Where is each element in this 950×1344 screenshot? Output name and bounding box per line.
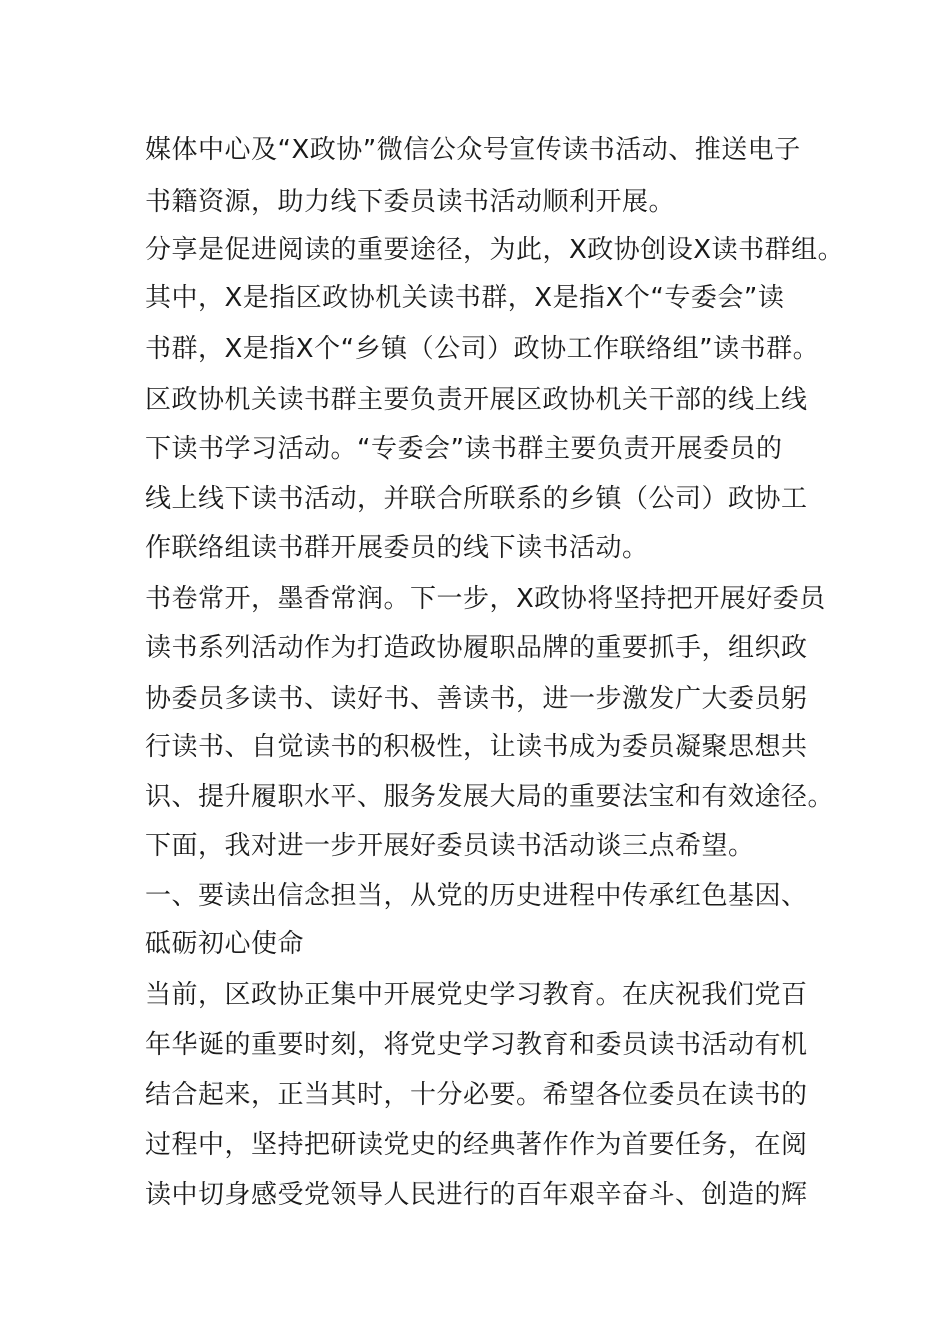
text-line: 下面，我对进一步开展好委员读书活动谈三点希望。 [145,831,755,861]
text-line: 结合起来，正当其时，十分必要。希望各位委员在读书的 [145,1080,808,1110]
text-line: 年华诞的重要时刻，将党史学习教育和委员读书活动有机 [145,1030,808,1060]
text-line: 读中切身感受党领导人民进行的百年艰辛奋斗、创造的辉 [145,1180,808,1210]
text-line: 下读书学习活动。“专委会”读书群主要负责开展委员的 [145,434,783,464]
text-line: 分享是促进阅读的重要途径，为此，X政协创设X读书群组。 [145,235,845,265]
text-line: 线上线下读书活动，并联合所联系的乡镇（公司）政协工 [145,484,808,514]
text-line: 书籍资源，助力线下委员读书活动顺利开展。 [145,187,676,217]
text-line: 作联络组读书群开展委员的线下读书活动。 [145,533,649,563]
text-line: 行读书、自觉读书的积极性，让读书成为委员凝聚思想共 [145,732,808,762]
text-line: 过程中，坚持把研读党史的经典著作作为首要任务，在阅 [145,1130,808,1160]
text-line: 协委员多读书、读好书、善读书，进一步激发广大委员躬 [145,684,808,714]
text-line: 读书系列活动作为打造政协履职品牌的重要抓手，组织政 [145,633,808,663]
section-heading: 砥砺初心使命 [145,929,305,959]
text-line: 媒体中心及“X政协”微信公众号宣传读书活动、推送电子 [145,135,801,165]
text-line: 书卷常开，墨香常润。下一步，X政协将坚持把开展好委员 [145,584,826,614]
section-heading: 一、要读出信念担当，从党的历史进程中传承红色基因、 [145,881,808,911]
text-line: 识、提升履职水平、服务发展大局的重要法宝和有效途径。 [145,782,835,812]
text-line: 当前，区政协正集中开展党史学习教育。在庆祝我们党百 [145,980,808,1010]
text-line: 区政协机关读书群主要负责开展区政协机关干部的线上线 [145,385,808,415]
text-line: 书群，X是指X个“乡镇（公司）政协工作联络组”读书群。 [145,334,820,364]
text-line: 其中，X是指区政协机关读书群，X是指X个“专委会”读 [145,283,785,313]
